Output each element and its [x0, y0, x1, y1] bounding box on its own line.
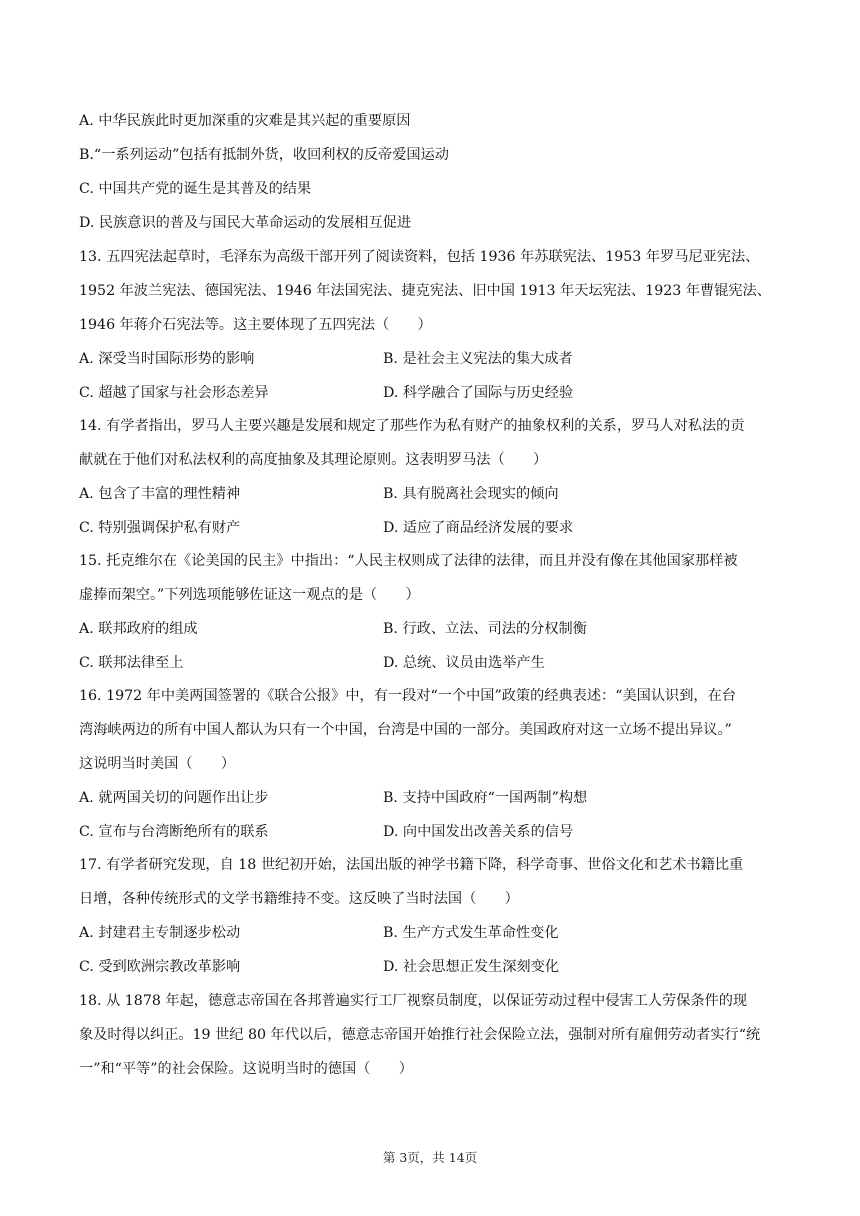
q12-option-d: D. 民族意识的普及与国民大革命运动的发展相互促进	[79, 215, 412, 231]
q14-option-c: C. 特别强调保护私有财产	[79, 520, 241, 536]
q13-stem-line-1: 13. 五四宪法起草时，毛泽东为高级干部开列了阅读资料，包括 1936 年苏联宪法、1953 年罗马尼亚宪法、	[79, 249, 760, 265]
q15-option-b: B. 行政、立法、司法的分权制衡	[383, 621, 587, 637]
q17-option-a: A. 封建君主专制逐步松动	[79, 925, 241, 941]
q13-stem-line-3: 1946 年蒋介石宪法等。这主要体现了五四宪法（ ）	[79, 317, 432, 333]
q14-stem-line-1: 14. 有学者指出，罗马人主要兴趣是发展和规定了那些作为私有财产的抽象权利的关系，罗马人对私法的贡	[79, 418, 745, 434]
q12-option-a: A. 中华民族此时更加深重的灾难是其兴起的重要原因	[79, 113, 411, 129]
q18-stem-line-1: 18. 从 1878 年起，德意志帝国在各邦普遍实行工厂视察员制度，以保证劳动过程中侵害工人劳保条件的现	[79, 993, 748, 1009]
q13-option-c: C. 超越了国家与社会形态差异	[79, 385, 269, 401]
q17-option-b: B. 生产方式发生革命性变化	[383, 925, 559, 941]
q18-stem-line-3: 一”和“平等”的社会保险。这说明当时的德国（ ）	[79, 1061, 413, 1077]
q15-option-d: D. 总统、议员由选举产生	[383, 655, 545, 671]
q12-option-b: B.“一系列运动”包括有抵制外货，收回利权的反帝爱国运动	[79, 147, 449, 163]
q13-option-d: D. 科学融合了国际与历史经验	[383, 385, 574, 401]
q16-option-d: D. 向中国发出改善关系的信号	[383, 824, 574, 840]
q15-option-a: A. 联邦政府的组成	[79, 621, 198, 637]
q16-option-a: A. 就两国关切的问题作出让步	[79, 790, 269, 806]
q17-stem-line-1: 17. 有学者研究发现，自 18 世纪初开始，法国出版的神学书籍下降，科学奇事、世俗文化和艺术书籍比重	[79, 857, 744, 873]
q16-stem-line-3: 这说明当时美国（ ）	[79, 756, 236, 772]
q17-option-c: C. 受到欧洲宗教改革影响	[79, 959, 241, 975]
page-number-footer: 第 3页，共 14页	[382, 1150, 478, 1165]
q14-option-a: A. 包含了丰富的理性精神	[79, 486, 241, 502]
q15-option-c: C. 联邦法律至上	[79, 655, 184, 671]
q17-option-d: D. 社会思想正发生深刻变化	[383, 959, 559, 975]
q14-option-b: B. 具有脱离社会现实的倾向	[383, 486, 559, 502]
q13-option-a: A. 深受当时国际形势的影响	[79, 351, 255, 367]
q16-stem-line-2: 湾海峡两边的所有中国人都认为只有一个中国，台湾是中国的一部分。美国政府对这一立场不提出异议。”	[79, 722, 732, 738]
q14-option-d: D. 适应了商品经济发展的要求	[383, 520, 574, 536]
q18-stem-line-2: 象及时得以纠正。19 世纪 80 年代以后，德意志帝国开始推行社会保险立法，强制对所有雇佣劳动者实行“统	[79, 1027, 761, 1043]
q15-stem-line-2: 虚捧而架空。”下列选项能够佐证这一观点的是（ ）	[79, 587, 420, 603]
q17-stem-line-2: 日增，各种传统形式的文学书籍维持不变。这反映了当时法国（ ）	[79, 891, 519, 907]
q13-stem-line-2: 1952 年波兰宪法、德国宪法、1946 年法国宪法、捷克宪法、旧中国 1913 年天坛宪法、1923 年曹锟宪法、	[79, 283, 771, 299]
q13-option-b: B. 是社会主义宪法的集大成者	[383, 351, 573, 367]
q16-option-b: B. 支持中国政府“一国两制”构想	[383, 790, 588, 806]
q16-option-c: C. 宣布与台湾断绝所有的联系	[79, 824, 269, 840]
q16-stem-line-1: 16. 1972 年中美两国签署的《联合公报》中，有一段对“一个中国”政策的经典表述：“美国认识到，在台	[79, 688, 736, 704]
q15-stem-line-1: 15. 托克维尔在《论美国的民主》中指出：“人民主权则成了法律的法律，而且并没有像在其他国家那样被	[79, 553, 738, 569]
q14-stem-line-2: 献就在于他们对私法权利的高度抽象及其理论原则。这表明罗马法（ ）	[79, 452, 548, 468]
q12-option-c: C. 中国共产党的诞生是其普及的结果	[79, 181, 312, 197]
